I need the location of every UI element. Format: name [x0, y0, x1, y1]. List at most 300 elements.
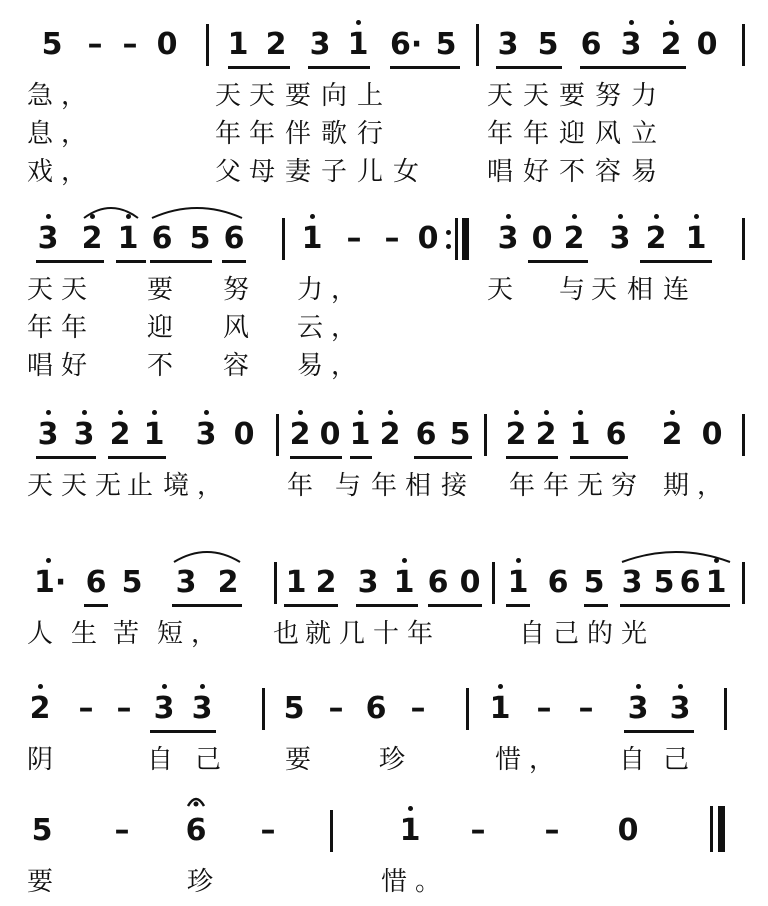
beam-underline	[496, 66, 562, 69]
note-digit: 6	[415, 417, 437, 452]
note-digit: 2	[505, 417, 527, 452]
note	[298, 220, 326, 258]
note-digit: 2	[29, 691, 51, 726]
note	[28, 812, 56, 850]
lyric-char: 己	[194, 745, 221, 775]
lyric-char: 迎	[146, 313, 173, 343]
lyric-char: 唱	[486, 157, 513, 187]
high-octave-dot	[694, 214, 699, 219]
note	[624, 690, 652, 728]
high-octave-dot	[678, 684, 683, 689]
note-digit: 1	[227, 27, 249, 62]
note-digit: 3	[195, 417, 217, 452]
note	[106, 416, 134, 454]
note	[617, 26, 645, 64]
note	[642, 220, 670, 258]
note	[108, 812, 136, 850]
note-digit: 3	[73, 417, 95, 452]
note-digit: 6·	[390, 27, 423, 62]
note	[390, 26, 423, 64]
high-octave-dot	[654, 214, 659, 219]
note-digit: 5	[583, 565, 605, 600]
note	[618, 564, 646, 602]
slur	[172, 546, 242, 564]
note-digit: 2	[315, 565, 337, 600]
note-digit: 2	[535, 417, 557, 452]
lyric-char: 不	[146, 351, 173, 381]
lyric-char: 迎	[558, 119, 585, 149]
note	[148, 220, 176, 258]
lyric-char: 年	[542, 471, 569, 501]
beam-underline	[36, 260, 104, 263]
beam-underline	[150, 730, 216, 733]
note-digit: 5	[41, 27, 63, 62]
score-line	[0, 564, 768, 664]
note	[494, 26, 522, 64]
note-digit: 6	[580, 27, 602, 62]
barline	[742, 24, 745, 66]
note	[682, 220, 710, 258]
note-digit: –	[87, 27, 103, 62]
high-octave-dot	[506, 214, 511, 219]
note-digit: 2	[379, 417, 401, 452]
lyric-char: 容	[594, 157, 621, 187]
note-digit: 6	[185, 813, 207, 848]
lyric-char: 自	[618, 745, 645, 775]
lyric-char: 十	[372, 619, 399, 649]
note	[362, 690, 390, 728]
note-digit: 2	[289, 417, 311, 452]
note	[572, 690, 600, 728]
lyric-char: 相	[404, 471, 431, 501]
note-digit: 1	[685, 221, 707, 256]
barline	[492, 562, 495, 604]
beam-underline	[308, 66, 370, 69]
note	[566, 416, 594, 454]
note	[602, 416, 630, 454]
barline	[710, 806, 713, 852]
note	[78, 220, 106, 258]
beam-underline	[284, 604, 338, 607]
note	[702, 564, 730, 602]
barline	[262, 688, 265, 730]
note	[577, 26, 605, 64]
note	[186, 220, 214, 258]
note-digit: 0	[233, 417, 255, 452]
high-octave-dot	[46, 214, 51, 219]
note-digit: 3	[175, 565, 197, 600]
final-barline	[718, 806, 725, 852]
note-digit: 2	[660, 27, 682, 62]
note	[464, 812, 492, 850]
note-digit: 5	[121, 565, 143, 600]
high-octave-dot	[152, 410, 157, 415]
lyric-char: 力	[296, 275, 323, 305]
note	[262, 26, 290, 64]
note-digit: –	[260, 813, 276, 848]
lyric-char: 天	[60, 471, 87, 501]
lyric-char: 风	[594, 119, 621, 149]
note	[502, 416, 530, 454]
note	[224, 26, 252, 64]
note	[486, 690, 514, 728]
high-octave-dot	[578, 410, 583, 415]
lyric-char: 风	[222, 313, 249, 343]
note-digit: 3	[357, 565, 379, 600]
lyric-char: 年	[406, 619, 433, 649]
lyric-char: ，	[60, 157, 87, 187]
beam-underline	[528, 260, 588, 263]
lyric-char: 光	[620, 619, 647, 649]
note	[286, 416, 314, 454]
note	[150, 690, 178, 728]
note-digit: 1	[507, 565, 529, 600]
note	[110, 690, 138, 728]
beam-underline	[428, 604, 482, 607]
note	[614, 812, 642, 850]
note-digit: 6	[605, 417, 627, 452]
note	[404, 690, 432, 728]
note	[230, 416, 258, 454]
note	[72, 690, 100, 728]
score-line	[0, 220, 768, 380]
note-digit: 3	[497, 221, 519, 256]
note-digit: –	[384, 221, 400, 256]
beam-underline	[172, 604, 242, 607]
note-digit: 2	[563, 221, 585, 256]
high-octave-dot	[572, 214, 577, 219]
note	[282, 564, 310, 602]
note	[432, 26, 460, 64]
high-octave-dot	[46, 558, 51, 563]
high-octave-dot	[388, 410, 393, 415]
lyric-char: ，	[60, 81, 87, 111]
lyric-char: 立	[630, 119, 657, 149]
barline	[276, 414, 279, 456]
note	[698, 416, 726, 454]
note	[140, 416, 168, 454]
lyric-char: 容	[222, 351, 249, 381]
lyric-char: 连	[662, 275, 689, 305]
lyric-char: 儿	[356, 157, 383, 187]
note	[580, 564, 608, 602]
high-octave-dot	[498, 684, 503, 689]
note-digit: 3	[609, 221, 631, 256]
high-octave-dot	[402, 558, 407, 563]
high-octave-dot	[356, 20, 361, 25]
note-digit: –	[346, 221, 362, 256]
lyric-char: ，	[60, 119, 87, 149]
beam-underline	[640, 260, 712, 263]
note	[414, 220, 442, 258]
lyric-char: 年	[248, 119, 275, 149]
note-digit: 3	[621, 565, 643, 600]
note-digit: –	[470, 813, 486, 848]
lyric-char: 要	[146, 275, 173, 305]
note-digit: 3	[309, 27, 331, 62]
note-digit: 6	[547, 565, 569, 600]
note	[34, 416, 62, 454]
lyric-char: 与	[558, 275, 585, 305]
note-digit: 0	[531, 221, 553, 256]
note	[70, 416, 98, 454]
note-digit: 2	[217, 565, 239, 600]
note	[676, 564, 704, 602]
note	[344, 26, 372, 64]
high-octave-dot	[46, 410, 51, 415]
beam-underline	[506, 456, 558, 459]
lyric-char: 天	[590, 275, 617, 305]
high-octave-dot	[544, 410, 549, 415]
lyric-char: ，	[696, 471, 723, 501]
note	[528, 220, 556, 258]
lyric-char: 年	[286, 471, 313, 501]
note	[182, 812, 210, 850]
lyric-char: 阴	[26, 745, 53, 775]
beam-underline	[356, 604, 418, 607]
lyric-char: 年	[370, 471, 397, 501]
note-digit: 5	[283, 691, 305, 726]
lyric-char: 年	[214, 119, 241, 149]
note-digit: 1	[347, 27, 369, 62]
note-digit: 5	[31, 813, 53, 848]
lyric-char: 止	[126, 471, 153, 501]
lyric-char: 短	[156, 619, 183, 649]
lyric-char: 歌	[320, 119, 347, 149]
note-digit: 3	[153, 691, 175, 726]
beam-underline	[108, 456, 166, 459]
note-digit: 0	[617, 813, 639, 848]
lyric-char: 惜	[494, 745, 521, 775]
note	[312, 564, 340, 602]
note-digit: 1	[393, 565, 415, 600]
note	[306, 26, 334, 64]
note-digit: 1	[569, 417, 591, 452]
note	[538, 812, 566, 850]
note	[153, 26, 181, 64]
note	[560, 220, 588, 258]
note-digit: 5	[189, 221, 211, 256]
lyric-char: 己	[662, 745, 689, 775]
barline	[274, 562, 277, 604]
note-digit: 1	[301, 221, 323, 256]
barline	[455, 218, 458, 260]
note	[188, 690, 216, 728]
lyric-char: 境	[162, 471, 189, 501]
note	[26, 690, 54, 728]
fermata-icon	[186, 790, 206, 810]
lyric-char: 年	[486, 119, 513, 149]
note-digit: 6	[679, 565, 701, 600]
note	[254, 812, 282, 850]
lyric-char: 年	[60, 313, 87, 343]
repeat-dots	[446, 220, 452, 260]
note	[192, 416, 220, 454]
barline-thick	[462, 218, 469, 260]
lyric-char: 易	[630, 157, 657, 187]
lyric-char: 云	[296, 313, 323, 343]
note	[118, 564, 146, 602]
lyric-char: 惜	[380, 867, 407, 897]
lyric-char: ，	[528, 745, 555, 775]
note-digit: 1	[705, 565, 727, 600]
note	[114, 220, 142, 258]
high-octave-dot	[162, 684, 167, 689]
high-octave-dot	[514, 410, 519, 415]
lyric-char: 子	[320, 157, 347, 187]
note-digit: 6	[223, 221, 245, 256]
lyric-char: 息	[26, 119, 53, 149]
lyric-char: ，	[330, 313, 357, 343]
note	[346, 416, 374, 454]
lyric-char: 年	[522, 119, 549, 149]
beam-underline	[222, 260, 246, 263]
lyric-char: 要	[284, 81, 311, 111]
lyric-char: 伴	[284, 119, 311, 149]
note	[322, 690, 350, 728]
beam-underline	[36, 456, 96, 459]
note-digit: –	[114, 813, 130, 848]
note-digit: 3	[37, 221, 59, 256]
lyric-char: 几	[338, 619, 365, 649]
high-octave-dot	[204, 410, 209, 415]
lyric-char: 不	[558, 157, 585, 187]
slur	[150, 202, 244, 220]
note	[666, 690, 694, 728]
note-digit: 3	[37, 417, 59, 452]
note	[38, 26, 66, 64]
note	[220, 220, 248, 258]
lyric-char: 天	[26, 275, 53, 305]
high-octave-dot	[82, 410, 87, 415]
barline	[282, 218, 285, 260]
high-octave-dot	[618, 214, 623, 219]
barline	[742, 414, 745, 456]
lyric-char: 与	[334, 471, 361, 501]
note-digit: 1	[349, 417, 371, 452]
note	[376, 416, 404, 454]
note-digit: 2	[81, 221, 103, 256]
note-digit: 1	[285, 565, 307, 600]
lyric-char: ，	[190, 619, 217, 649]
beam-underline	[350, 456, 372, 459]
beam-underline	[290, 456, 342, 459]
lyric-char: 母	[248, 157, 275, 187]
lyric-char: 也	[272, 619, 299, 649]
lyric-char: 行	[356, 119, 383, 149]
note	[693, 26, 721, 64]
note	[544, 564, 572, 602]
note	[412, 416, 440, 454]
barline	[724, 688, 727, 730]
barline	[476, 24, 479, 66]
high-octave-dot	[38, 684, 43, 689]
slur	[620, 546, 732, 564]
beam-underline	[584, 604, 608, 607]
score-line	[0, 26, 768, 196]
note-digit: 3	[620, 27, 642, 62]
lyric-char: ，	[330, 275, 357, 305]
note-digit: 1	[489, 691, 511, 726]
high-octave-dot	[200, 684, 205, 689]
beam-underline	[624, 730, 694, 733]
barline	[742, 562, 745, 604]
lyric-char: 向	[320, 81, 347, 111]
note	[378, 220, 406, 258]
note-digit: –	[328, 691, 344, 726]
high-octave-dot	[670, 410, 675, 415]
high-octave-dot	[516, 558, 521, 563]
slur	[82, 202, 140, 220]
note	[658, 416, 686, 454]
lyric-char: 自	[518, 619, 545, 649]
note-digit: 3	[669, 691, 691, 726]
lyric-char: 人	[26, 619, 53, 649]
score-line	[0, 812, 768, 902]
note-digit: 0	[156, 27, 178, 62]
note	[172, 564, 200, 602]
lyric-char: 接	[440, 471, 467, 501]
note	[657, 26, 685, 64]
note-digit: 6	[151, 221, 173, 256]
lyric-char: 妻	[284, 157, 311, 187]
score-line	[0, 416, 768, 536]
note	[650, 564, 678, 602]
note-digit: 1	[117, 221, 139, 256]
note	[390, 564, 418, 602]
beam-underline	[150, 260, 212, 263]
lyric-char: 天	[214, 81, 241, 111]
note-digit: 2	[109, 417, 131, 452]
lyric-char: 天	[486, 275, 513, 305]
note-digit: –	[78, 691, 94, 726]
note-digit: 5	[435, 27, 457, 62]
note	[396, 812, 424, 850]
note-digit: –	[578, 691, 594, 726]
note-digit: 1	[399, 813, 421, 848]
lyric-char: 努	[594, 81, 621, 111]
note-digit: 6	[427, 565, 449, 600]
barline	[206, 24, 209, 66]
lyric-char: 戏	[26, 157, 53, 187]
lyric-char: 努	[222, 275, 249, 305]
lyric-char: 年	[26, 313, 53, 343]
lyric-char: 珍	[378, 745, 405, 775]
note-digit: 2	[265, 27, 287, 62]
note-digit: 6	[365, 691, 387, 726]
note-digit: –	[122, 27, 138, 62]
note	[34, 220, 62, 258]
note-digit: 5	[537, 27, 559, 62]
lyric-char: 的	[586, 619, 613, 649]
lyric-char: 要	[26, 867, 53, 897]
lyric-char: 天	[60, 275, 87, 305]
note-digit: 0	[701, 417, 723, 452]
lyric-char: 苦	[112, 619, 139, 649]
beam-underline	[116, 260, 146, 263]
note	[116, 26, 144, 64]
note	[456, 564, 484, 602]
note	[214, 564, 242, 602]
beam-underline	[390, 66, 460, 69]
lyric-char: 就	[304, 619, 331, 649]
note	[424, 564, 452, 602]
beam-underline	[580, 66, 686, 69]
note-digit: –	[410, 691, 426, 726]
lyric-char: 要	[558, 81, 585, 111]
note	[340, 220, 368, 258]
high-octave-dot	[310, 214, 315, 219]
